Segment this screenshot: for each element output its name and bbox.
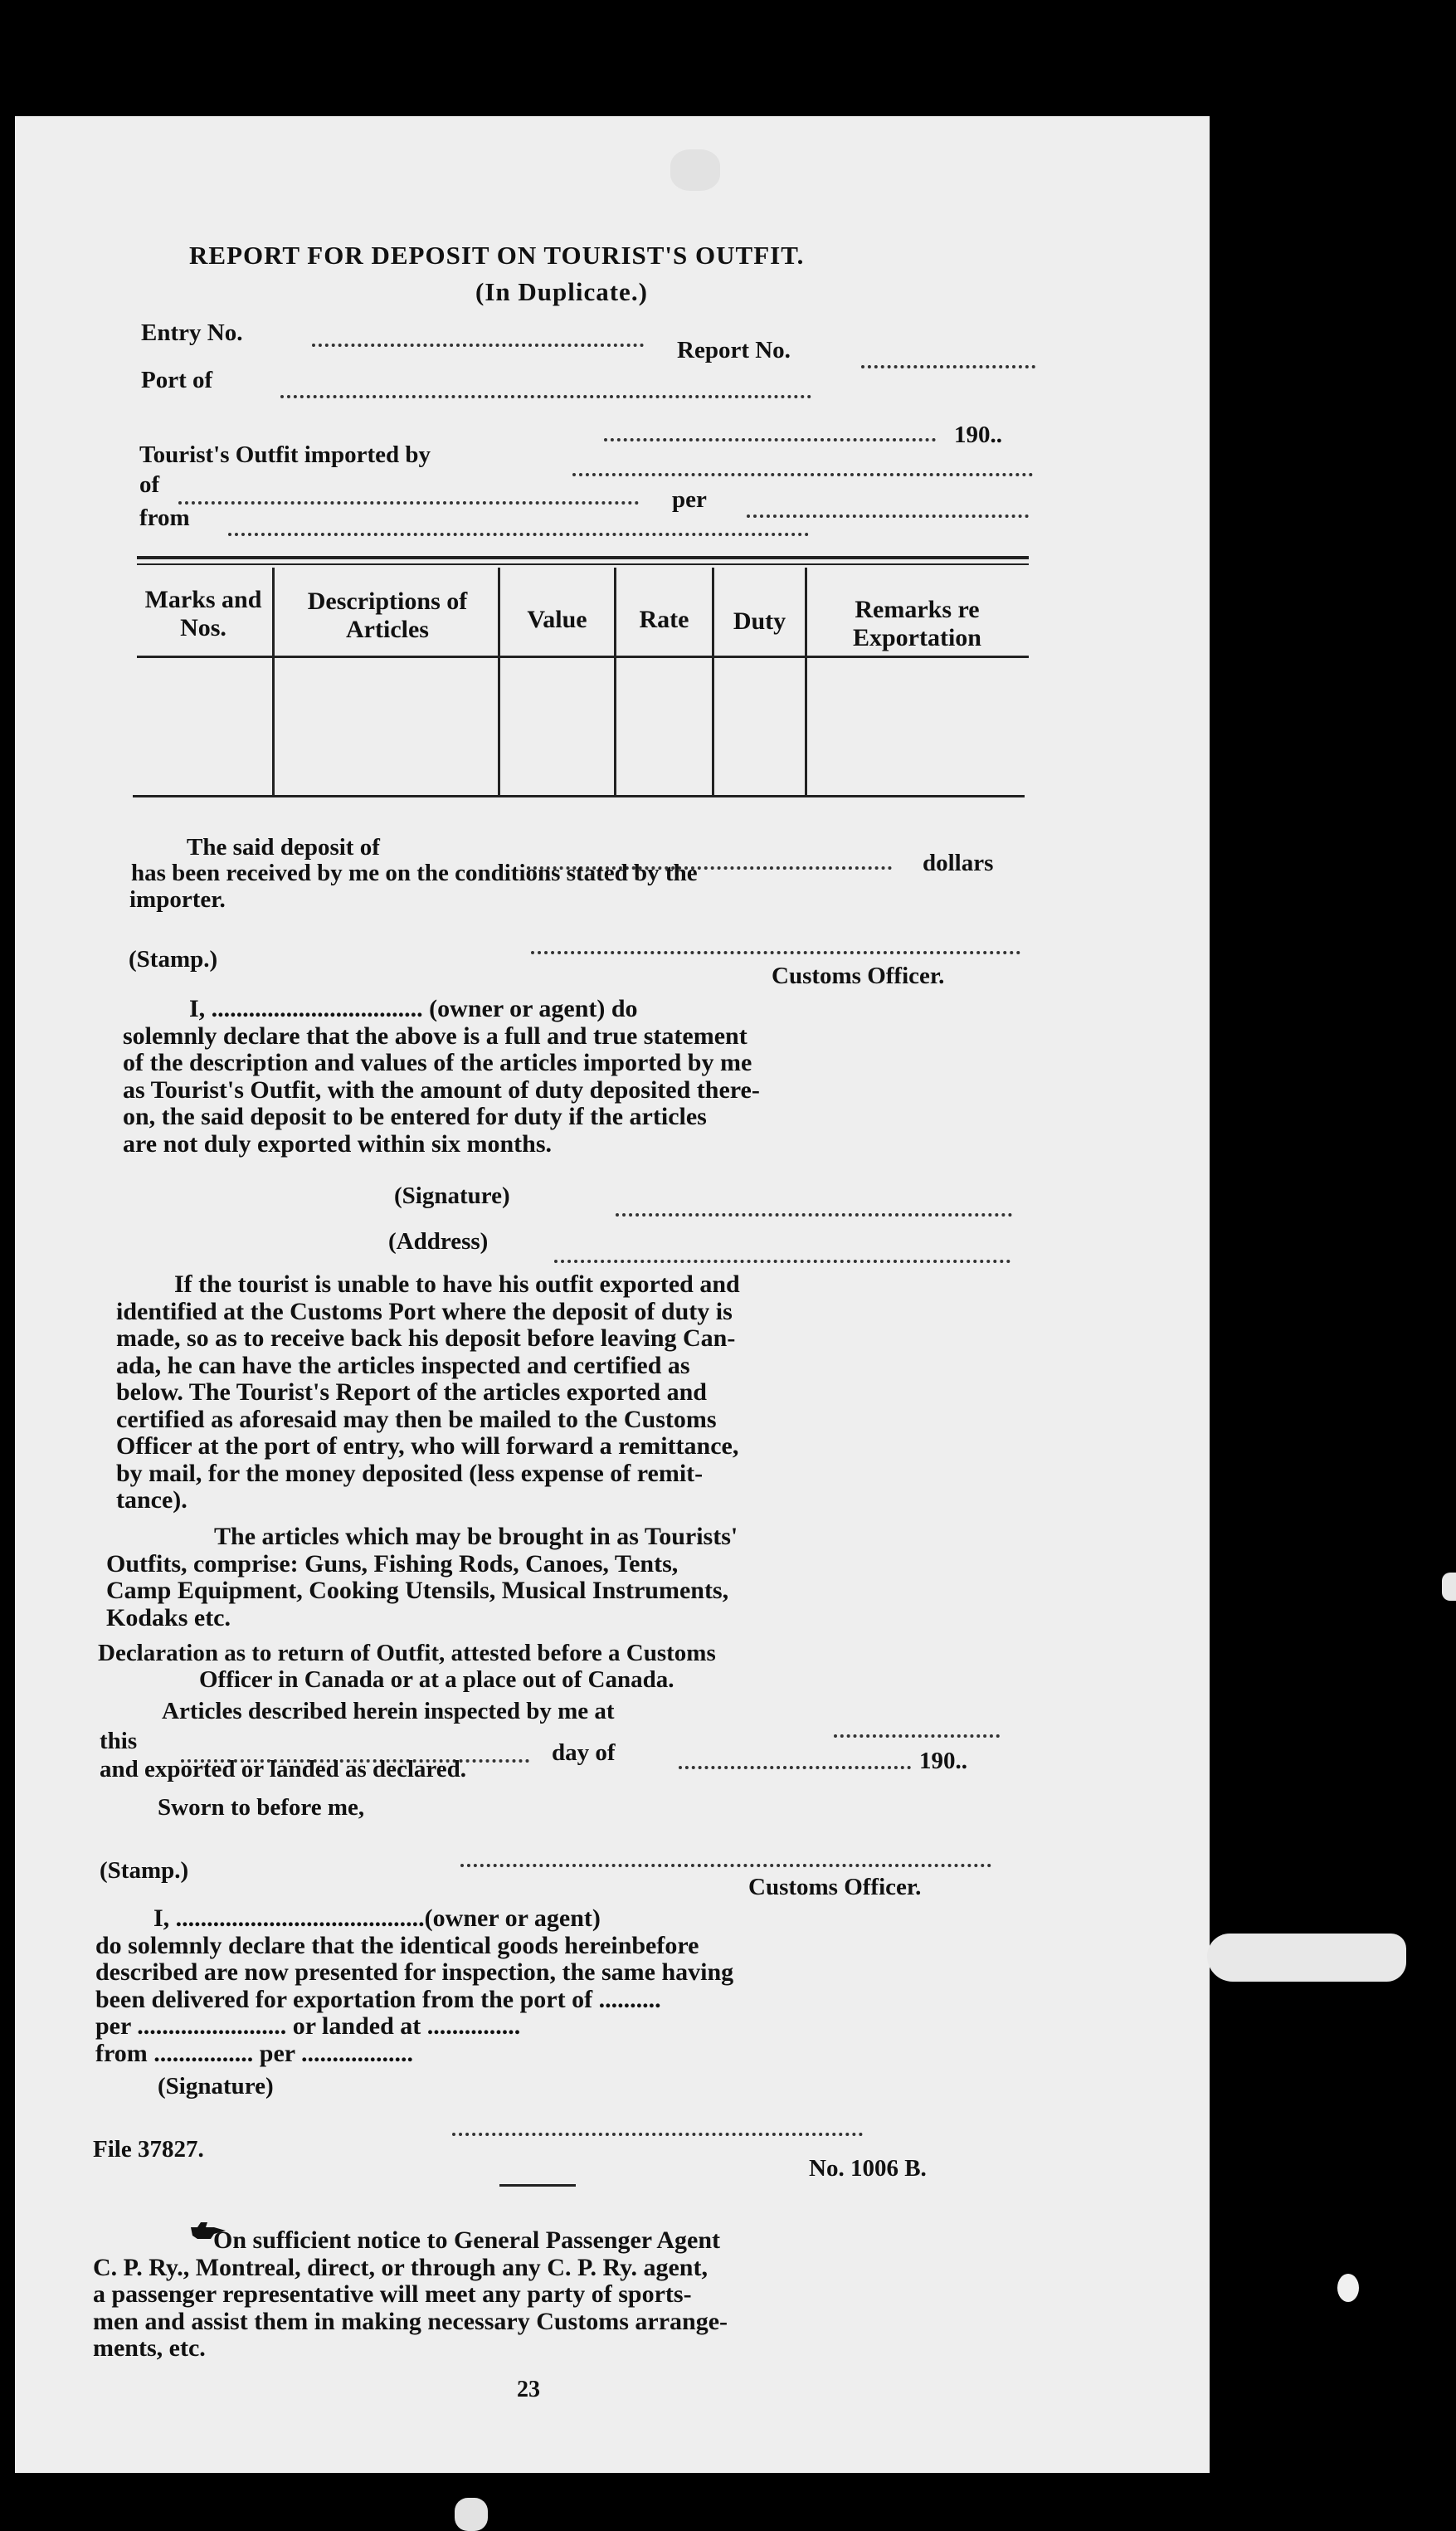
declaration-line: solemnly declare that the above is a full and true statement [123,1022,747,1050]
declaration-line: as Tourist's Outfit, with the amount of duty deposited there- [123,1075,760,1104]
col-header-rate: Rate [639,606,689,633]
declaration-line: on, the said deposit to be entered for duty if the articles [123,1103,707,1130]
notice-line: Officer at the port of entry, who will forward a remittance, [116,1432,739,1460]
short-divider [499,2184,576,2187]
report-no-label: Report No. [677,337,791,363]
notice-line: certified as aforesaid may then be mailed to the Customs [116,1405,717,1433]
stamp-label: (Stamp.) [129,946,218,973]
customs-officer-label: Customs Officer. [772,963,945,989]
notice-line: tance). [116,1486,187,1514]
final-declaration-line: I, ........................................(owner or agent) [153,1904,601,1932]
page-number: 23 [517,2377,540,2402]
scan-artifact [1442,1573,1456,1601]
footer-line: On sufficient notice to General Passenger Agent [213,2226,721,2254]
final-declaration-line: described are now presented for inspection, the same having [95,1958,734,1986]
articles-line: Camp Equipment, Cooking Utensils, Musical Instruments, [106,1577,729,1604]
table-col-divider [614,568,616,797]
officer-signature-field [531,951,1020,954]
articles-paragraph [106,1524,1002,1631]
port-of-label: Port of [141,367,213,393]
year-label: 190.. [954,422,1002,448]
scan-artifact [1207,1934,1406,1982]
form-subtitle: (In Duplicate.) [475,277,648,306]
notice-line: by mail, for the money deposited (less expense of remit- [116,1459,704,1487]
col-header-marks: Marks and Nos. [144,586,262,641]
per-label: per [672,486,707,513]
date-field [604,438,936,441]
final-declaration-line: per ........................ or landed at ............... [95,2012,521,2040]
address-field [554,1260,1010,1263]
final-signature-field [452,2133,863,2136]
notice-line: below. The Tourist's Report of the articles exported and [116,1378,707,1406]
entry-no-label: Entry No. [141,319,243,346]
from-field [228,533,809,536]
deposit-line-dollars: dollars [923,850,994,876]
table-top-rule-2 [137,563,1029,565]
declaration-line: are not duly exported within six months. [123,1129,553,1158]
declaration-line: of the description and values of the articles imported by me [123,1049,752,1076]
imported-by-field [572,473,1033,476]
footer-line: ments, etc. [93,2334,206,2362]
col-header-duty: Duty [733,607,786,635]
customs-officer-label-2: Customs Officer. [748,1874,922,1900]
final-declaration-line: been delivered for exportation from the port of .......... [95,1985,661,2013]
form-number: No. 1006 B. [809,2155,927,2182]
form-title: REPORT FOR DEPOSIT ON TOURIST'S OUTFIT. [189,241,805,270]
scan-artifact [1337,2274,1359,2302]
col-header-descriptions: Descriptions of Articles [307,588,468,643]
deposit-line-3: importer. [129,886,226,913]
sworn-label: Sworn to before me, [158,1794,365,1821]
articles-line: Kodaks etc. [106,1603,231,1631]
table-top-rule [137,556,1029,559]
of-label: of [139,471,160,498]
report-no-field [861,365,1035,368]
notice-paragraph [116,1271,1012,1514]
officer-signature-field-2 [460,1864,991,1867]
signature-label: (Signature) [394,1183,510,1209]
day-of-label: day of [552,1739,616,1766]
month-field [679,1766,911,1769]
from-label: from [139,505,190,531]
articles-line: The articles which may be brought in as Tourists' [214,1523,738,1550]
final-signature-label: (Signature) [158,2073,274,2099]
return-heading-1: Declaration as to return of Outfit, attested before a Customs [98,1640,716,1666]
entry-no-field [312,344,644,347]
footer-line: C. P. Ry., Montreal, direct, or through any C. P. Ry. agent, [93,2253,708,2281]
footer-note [93,2227,981,2363]
deposit-line-start: The said deposit of [187,834,380,861]
exported-label: and exported or landed as declared. [100,1756,467,1782]
footer-line: men and assist them in making necessary Customs arrange- [93,2307,728,2335]
col-header-value: Value [527,606,587,633]
final-declaration-paragraph [95,1905,991,2067]
stamp-label-2: (Stamp.) [100,1857,189,1884]
paper-stain [455,2498,488,2531]
signature-field [616,1213,1012,1217]
address-label: (Address) [388,1228,489,1255]
col-header-remarks: Remarks re Exportation [852,596,981,651]
inspected-label: Articles described herein inspected by me at [162,1698,615,1724]
table-header-rule [137,656,1029,658]
footer-line: a passenger representative will meet any party of sports- [93,2280,692,2308]
return-year-label: 190.. [919,1748,967,1774]
of-field [178,501,639,505]
return-heading-2: Officer in Canada or at a place out of Canada. [199,1666,674,1693]
table-col-divider [712,568,714,797]
declaration-line: I, .................................. (owner or agent) do [189,995,638,1022]
this-label: this [100,1728,138,1754]
per-field [747,514,1029,518]
table-bottom-rule [133,795,1025,797]
final-declaration-line: do solemnly declare that the identical goods hereinbefore [95,1931,699,1959]
notice-line: ada, he can have the articles inspected and certified as [116,1351,690,1379]
inspected-place-field [834,1734,1000,1738]
file-number: File 37827. [93,2136,204,2163]
articles-line: Outfits, comprise: Guns, Fishing Rods, Canoes, Tents, [106,1549,679,1578]
paper-stain [670,149,720,191]
notice-line: made, so as to receive back his deposit before leaving Can- [116,1324,736,1352]
imported-by-label: Tourist's Outfit imported by [139,441,431,468]
notice-line: identified at the Customs Port where the deposit of duty is [116,1297,733,1325]
notice-line: If the tourist is unable to have his outfit exported and [174,1270,740,1298]
port-of-field [280,395,811,398]
deposit-line-2: has been received by me on the conditions stated by the [131,860,698,886]
final-declaration-line: from ................ per .................. [95,2039,414,2067]
declaration-paragraph [123,996,1019,1158]
